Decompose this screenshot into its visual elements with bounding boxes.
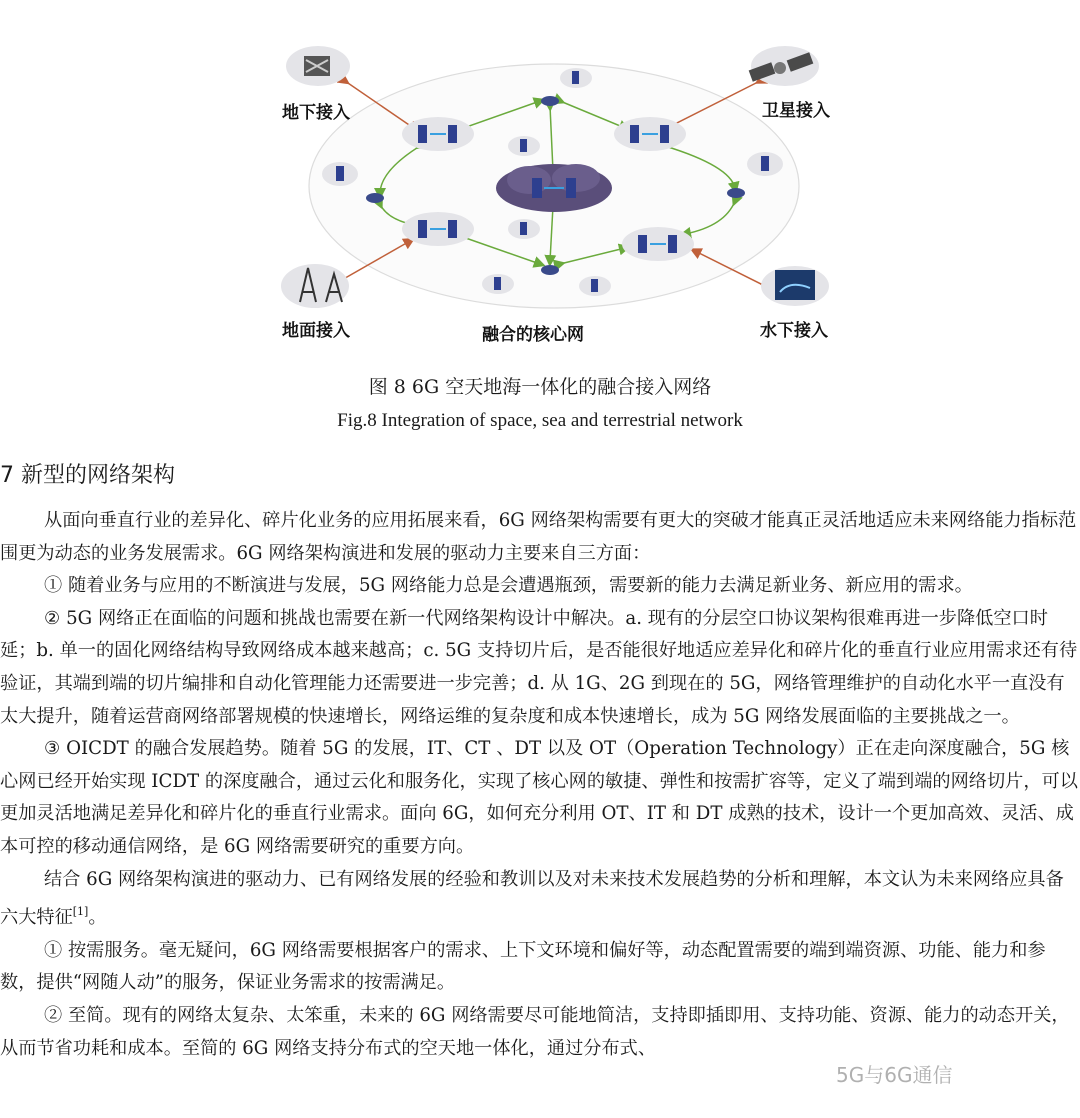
paragraph: ① 随着业务与应用的不断演进与发展，5G 网络能力总是会遭遇瓶颈，需要新的能力去满足新业务、新应用的需求。: [44, 575, 973, 597]
paragraph: [0, 864, 1080, 935]
paragraph-text: 结合 6G 网络架构演进的驱动力、已有网络发展的经验和教训以及对未来技术发展趋势的分析和理解，本文认为未来网络应具备六大特征: [0, 868, 1064, 929]
section-heading: 7 新型的网络架构: [0, 463, 175, 488]
figure-caption-zh: 图 8 6G 空天地海一体化的融合接入网络: [368, 376, 712, 398]
network-figure: [270, 36, 840, 346]
underwater-icon: [761, 266, 829, 306]
network-diagram: [270, 36, 840, 346]
paragraph: ② 至简。现有的网络太复杂、太笨重，未来的 6G 网络需要尽可能地简洁，支持即插即用、支持功能、资源、能力的动态开关，从而节省功耗和成本。至简的 6G 网络支持分布式的空天地一体化，通过分布式、: [0, 1004, 1070, 1059]
paragraph-end: 。: [88, 907, 107, 929]
label-underwater: 水下接入: [760, 321, 828, 341]
watermark: 5G与6G通信: [836, 1063, 953, 1087]
label-satellite: 卫星接入: [762, 101, 830, 121]
label-ground: 地面接入: [282, 321, 350, 341]
figure-caption-en: Fig.8 Integration of space, sea and terrestrial network: [337, 410, 743, 431]
paragraph: ③ OICDT 的融合发展趋势。随着 5G 的发展，IT、CT 、DT 以及 OT（Operation Technology）正在走向深度融合，5G 核心网已经开始实现 ICDT 的深度融合，通过云化和服务化，实现了核心网的敏捷、弹性和按需扩容等，定义了端到端的网络切片，可以更加灵活地满足差异化和碎片化的垂直行业需求。面向 6G，如何充分利用 OT、IT 和 DT 成熟的技术，设计一个更加高效、灵活、成本可控的移动通信网络，是 6G 网络需要研究的重要方向。: [0, 738, 1078, 857]
label-core: 融合的核心网: [482, 325, 584, 345]
paragraph: ② 5G 网络正在面临的问题和挑战也需要在新一代网络架构设计中解决。a. 现有的分层空口协议架构很难再进一步降低空口时延；b. 单一的固化网络结构导致网络成本越来越高；c. 5G 支持切片后，是否能很好地适应差异化和碎片化的垂直行业应用需求还有待验证，其端到端的切片编排和自动化管理能力还需要进一步完善；d. 从 1G、2G 到现在的 5G，网络管理维护的自动化水平一直没有太大提升，随着运营商网络部署规模的快速增长，网络运维的复杂度和成本快速增长，成为 5G 网络发展面临的主要挑战之一。: [0, 607, 1078, 727]
reference-marker[interactable]: [1]: [72, 905, 89, 919]
paragraph: 从面向垂直行业的差异化、碎片化业务的应用拓展来看，6G 网络架构需要有更大的突破才能真正灵活地适应未来网络能力指标范围更为动态的业务发展需求。6G 网络架构演进和发展的驱动力主要来自三方面：: [0, 510, 1077, 564]
label-underground: 地下接入: [282, 103, 350, 123]
paragraph: ① 按需服务。毫无疑问，6G 网络需要根据客户的需求、上下文环境和偏好等，动态配置需要的端到端资源、功能、能力和参数，提供“网随人动”的服务，保证业务需求的按需满足。: [0, 939, 1046, 994]
ground-tower-icon: [281, 264, 349, 308]
body-text: [0, 505, 1080, 1065]
satellite-icon: [749, 46, 819, 86]
underground-icon: [286, 46, 350, 86]
